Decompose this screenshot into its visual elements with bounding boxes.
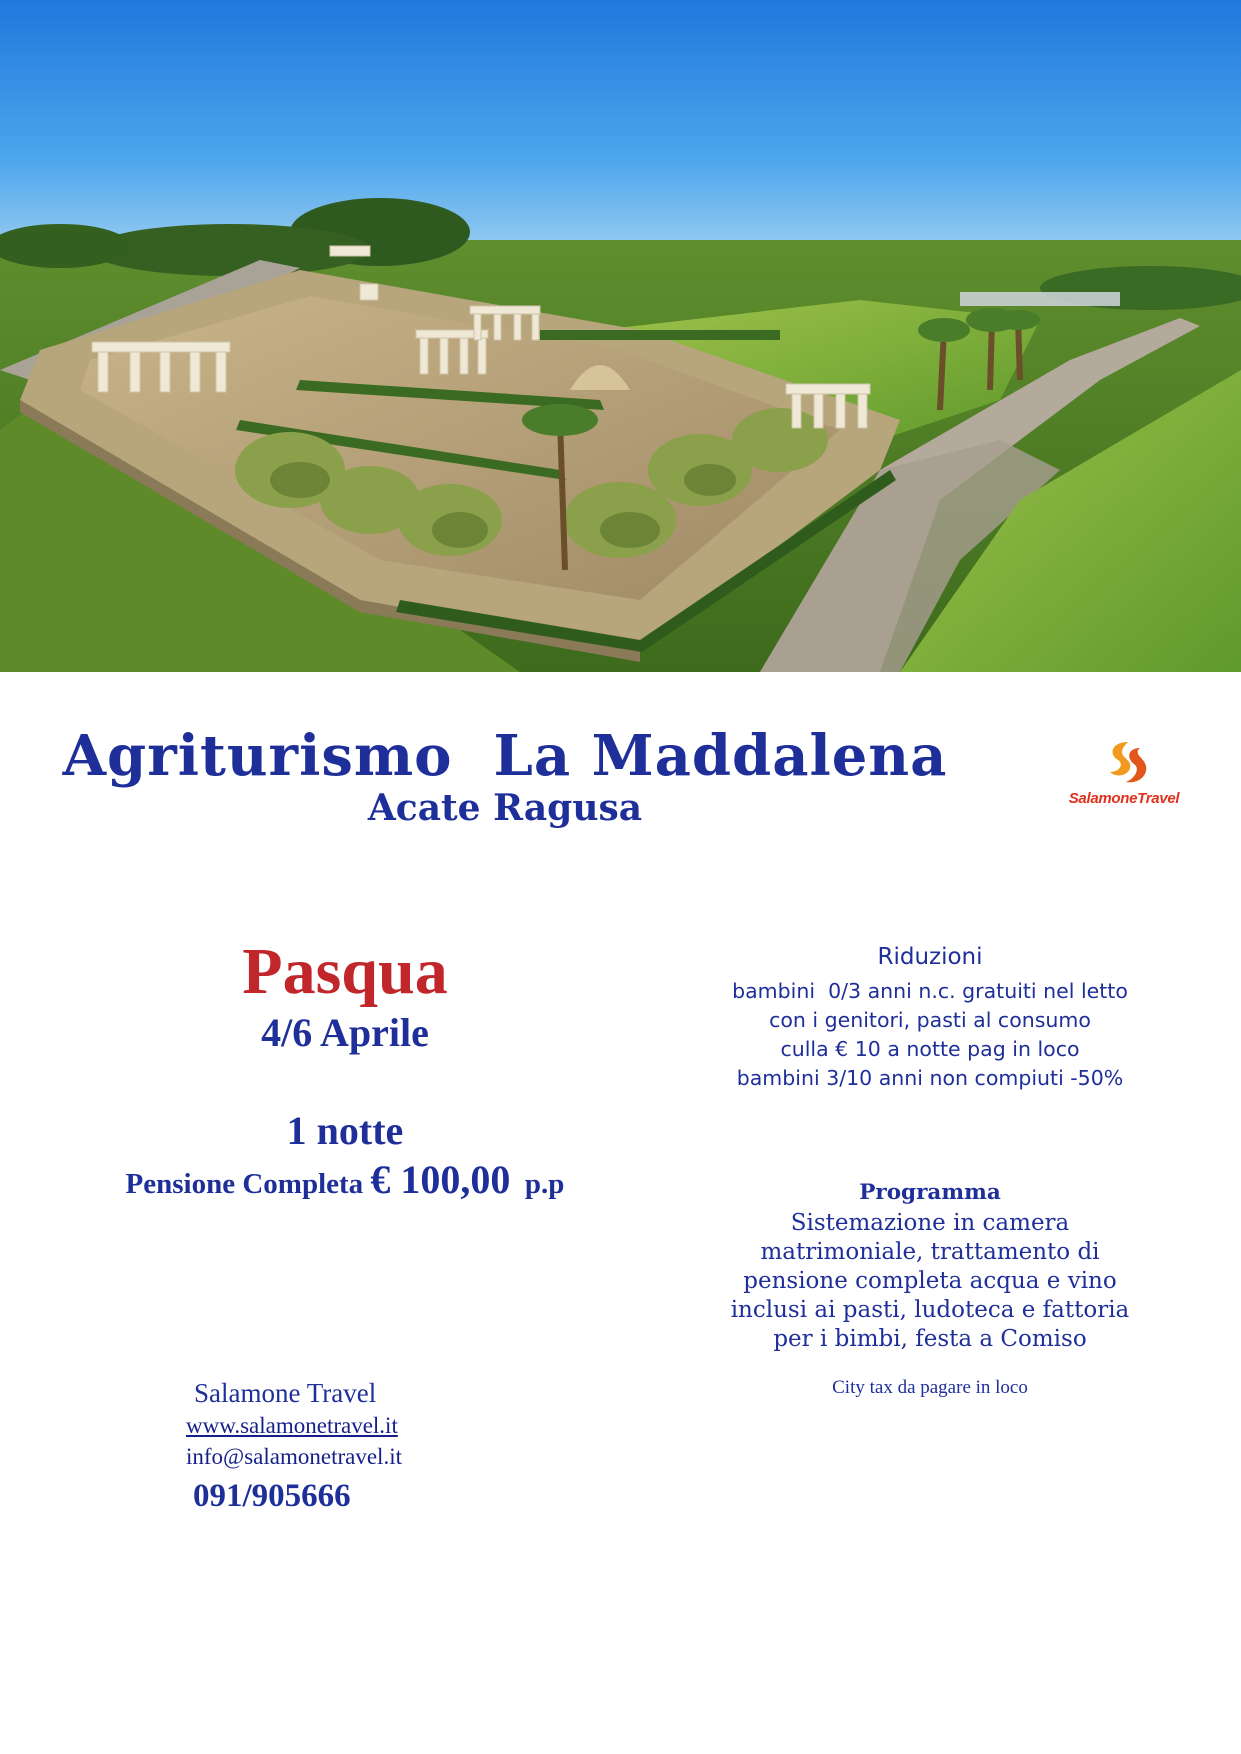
location-subtitle: Acate Ragusa: [367, 787, 643, 829]
city-tax-note: City tax da pagare in loco: [832, 1377, 1028, 1398]
program-title: Programma: [859, 1180, 1001, 1205]
phone-number: 091/905666: [193, 1478, 351, 1514]
event-dates: 4/6 Aprile: [261, 1010, 429, 1055]
price-suffix: p.p: [524, 1168, 565, 1200]
board-type: Pensione Completa: [125, 1168, 364, 1200]
agency-name: Salamone Travel: [194, 1378, 377, 1408]
reductions-title: Riduzioni: [877, 944, 983, 970]
program-description: [690, 1209, 1170, 1354]
page-title: Agriturismo La Maddalena: [62, 723, 948, 789]
price-value: € 100,00: [370, 1157, 511, 1202]
salamone-travel-logo: [1054, 738, 1194, 808]
reductions-list: [690, 977, 1170, 1093]
reduction-line: bambini 3/10 anni non compiuti -50%: [736, 1066, 1124, 1090]
website-link[interactable]: www.salamonetravel.it: [186, 1413, 398, 1438]
program-line: Sistemazione in camera: [790, 1210, 1070, 1236]
event-name: Pasqua: [242, 935, 448, 1008]
program-line: inclusi ai pasti, ludoteca e fattoria: [730, 1297, 1130, 1323]
contact-block: [186, 1376, 402, 1520]
program-line: matrimoniale, trattamento di: [760, 1239, 1100, 1265]
price-line: [0, 1156, 690, 1203]
logo-wordmark: SalamoneTravel: [1068, 790, 1180, 807]
email-link[interactable]: info@salamonetravel.it: [186, 1444, 402, 1469]
reduction-line: con i genitori, pasti al consumo: [769, 1008, 1091, 1032]
stay-duration: 1 notte: [286, 1108, 404, 1153]
program-line: pensione completa acqua e vino: [743, 1268, 1117, 1294]
salamone-travel-logo-icon: [1098, 738, 1150, 786]
hero-illustration: [0, 0, 1241, 672]
reduction-line: culla € 10 a notte pag in loco: [780, 1037, 1080, 1061]
reduction-line: bambini 0/3 anni n.c. gratuiti nel letto: [732, 979, 1128, 1003]
hero-photo: [0, 0, 1241, 672]
program-line: per i bimbi, festa a Comiso: [773, 1326, 1087, 1352]
